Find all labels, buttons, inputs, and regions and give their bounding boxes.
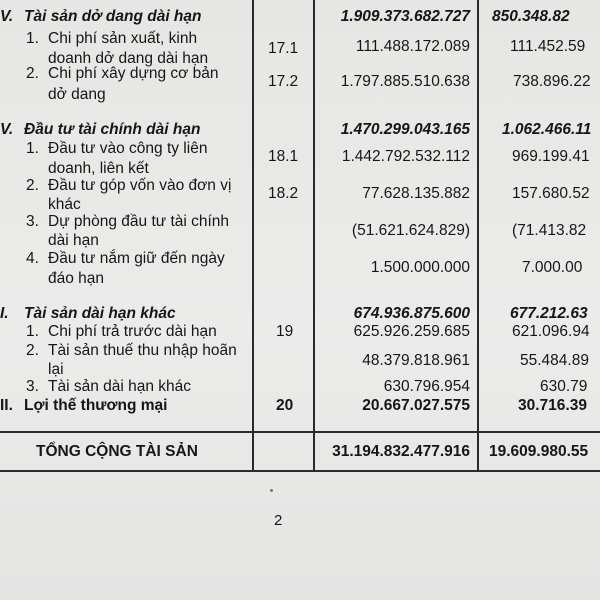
row-label: Tài sản dở dang dài hạn xyxy=(24,8,202,25)
row-number: 3. xyxy=(26,213,39,230)
total-previous-value: 19.609.980.55 xyxy=(489,443,589,460)
row-current-value: 77.628.135.882 xyxy=(362,185,470,202)
paper-speck xyxy=(270,489,273,492)
row-label: Đầu tư tài chính dài hạn xyxy=(24,121,201,138)
row-label: Chi phí xây dựng cơ bản xyxy=(48,65,219,82)
row-previous-value: 111.452.59 xyxy=(510,38,586,55)
row-previous-value: 969.199.41 xyxy=(512,148,590,165)
row-note: 18.1 xyxy=(268,148,299,165)
row-current-value: 1.909.373.682.727 xyxy=(340,8,470,25)
total-bottom-rule xyxy=(0,470,600,472)
row-number: II. xyxy=(0,397,13,414)
row-label-line2: doanh, liên kết xyxy=(48,160,149,177)
row-previous-value: 738.896.22 xyxy=(513,73,591,90)
row-previous-value: (71.413.82 xyxy=(512,222,587,239)
row-previous-value: 157.680.52 xyxy=(512,185,590,202)
row-current-value: 1.470.299.043.165 xyxy=(340,121,470,138)
row-previous-value: 55.484.89 xyxy=(520,352,589,369)
row-label: Chi phí trả trước dài hạn xyxy=(48,323,217,340)
row-label-line2: dở dang xyxy=(48,86,106,103)
column-rule-note-right xyxy=(313,0,315,472)
row-current-value: 1.500.000.000 xyxy=(370,259,470,276)
row-label: Tài sản dài hạn khác xyxy=(24,305,176,322)
row-label-line2: khác xyxy=(48,196,81,213)
row-label: Đầu tư vào công ty liên xyxy=(48,140,208,157)
row-previous-value: 7.000.00 xyxy=(522,259,583,276)
total-top-rule xyxy=(0,431,600,433)
row-number: 2. xyxy=(26,65,39,82)
row-label-line2: doanh dở dang dài hạn xyxy=(48,50,209,67)
page-number: 2 xyxy=(274,512,283,529)
row-number: 3. xyxy=(26,378,39,395)
row-number: 1. xyxy=(26,323,39,340)
row-label: Đầu tư góp vốn vào đơn vị xyxy=(48,177,232,194)
row-note: 19 xyxy=(276,323,294,340)
row-previous-value: 30.716.39 xyxy=(518,397,587,414)
row-label: Lợi thế thương mại xyxy=(24,397,168,414)
row-current-value: 20.667.027.575 xyxy=(362,397,470,414)
row-previous-value: 621.096.94 xyxy=(512,323,590,340)
row-label-line2: đáo hạn xyxy=(48,270,105,287)
row-current-value: 630.796.954 xyxy=(383,378,470,395)
row-current-value: 674.936.875.600 xyxy=(353,305,470,322)
column-rule-note-left xyxy=(252,0,254,472)
row-number: V. xyxy=(0,121,14,138)
row-number: 2. xyxy=(26,342,39,359)
row-previous-value: 630.79 xyxy=(540,378,588,395)
row-label-line2: lại xyxy=(48,361,64,378)
total-current-value: 31.194.832.477.916 xyxy=(332,443,470,460)
row-label: Dự phòng đầu tư tài chính xyxy=(48,213,230,230)
row-current-value: 1.797.885.510.638 xyxy=(340,73,470,90)
row-current-value: 625.926.259.685 xyxy=(353,323,470,340)
total-label: TỔNG CỘNG TÀI SẢN xyxy=(36,443,198,460)
row-previous-value: 1.062.466.11 xyxy=(502,121,592,138)
row-current-value: 111.488.172.089 xyxy=(355,38,470,55)
column-rule-current-right xyxy=(477,0,479,472)
row-number: I. xyxy=(0,305,9,322)
row-number: V. xyxy=(0,8,14,25)
row-note: 20 xyxy=(276,397,294,414)
row-number: 1. xyxy=(26,30,39,47)
row-previous-value: 677.212.63 xyxy=(510,305,588,322)
row-note: 18.2 xyxy=(268,185,299,202)
row-label: Tài sản dài hạn khác xyxy=(48,378,192,395)
row-note: 17.1 xyxy=(268,40,299,57)
row-number: 2. xyxy=(26,177,39,194)
row-current-value: 1.442.792.532.112 xyxy=(341,148,470,165)
row-label-line2: dài hạn xyxy=(48,232,99,249)
row-current-value: (51.621.624.829) xyxy=(351,222,470,239)
row-label: Tài sản thuế thu nhập hoãn xyxy=(48,342,237,359)
row-current-value: 48.379.818.961 xyxy=(362,352,470,369)
row-label: Chi phí sản xuất, kinh xyxy=(48,30,198,47)
row-label: Đầu tư nắm giữ đến ngày xyxy=(48,250,225,267)
row-number: 4. xyxy=(26,250,39,267)
row-note: 17.2 xyxy=(268,73,299,90)
row-number: 1. xyxy=(26,140,39,157)
row-previous-value: 850.348.82 xyxy=(492,8,570,25)
